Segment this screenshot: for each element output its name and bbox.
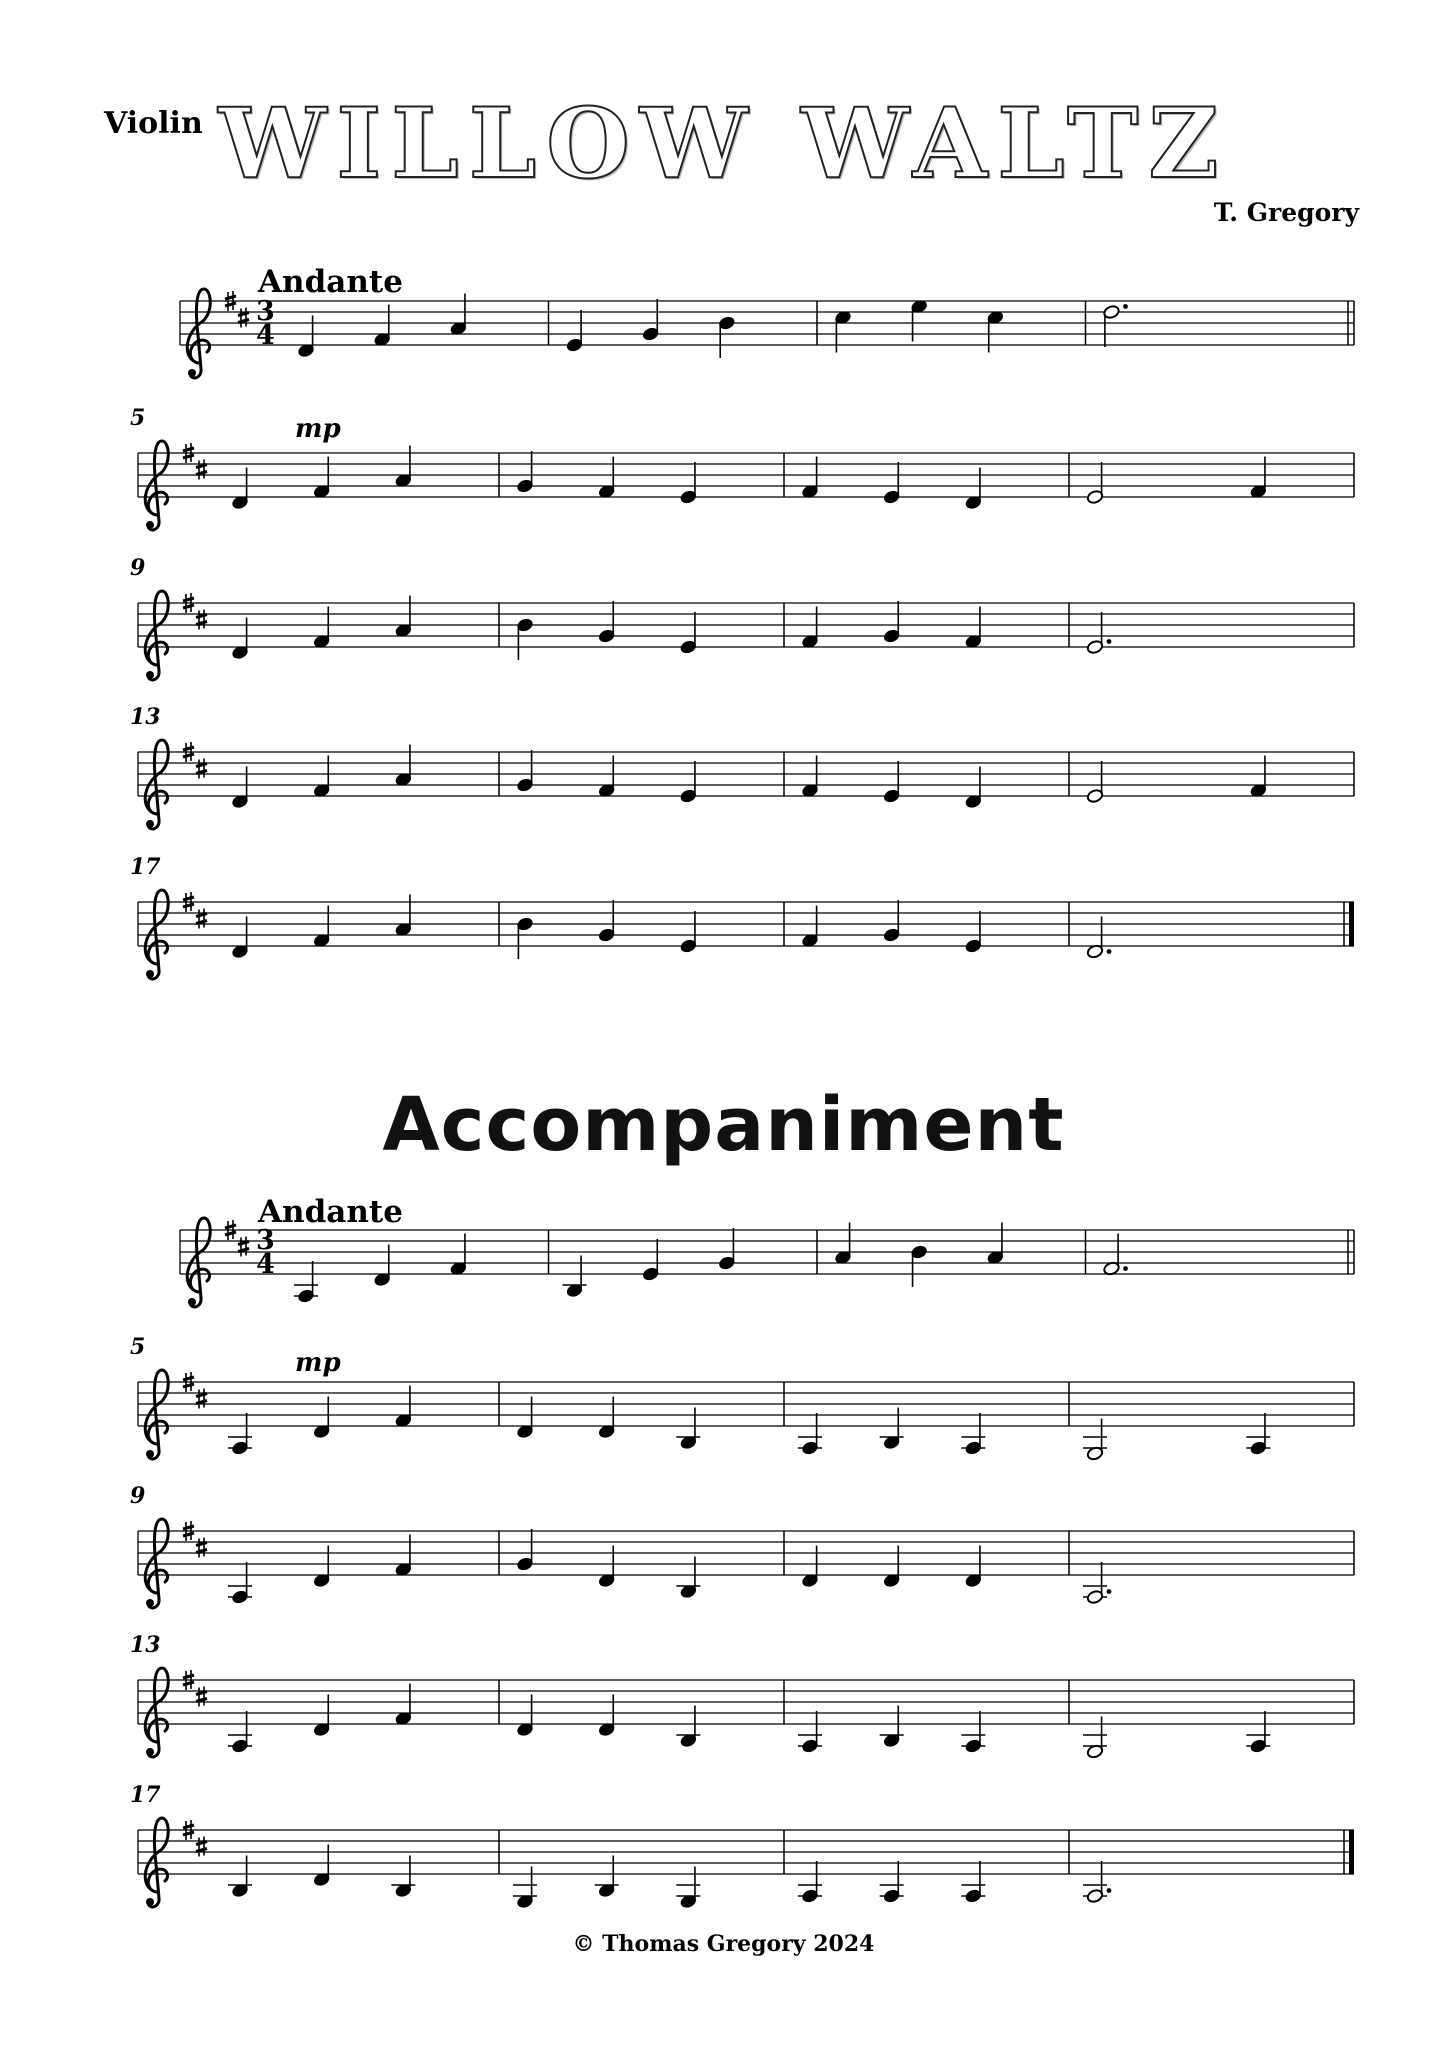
sharp-icon (196, 1687, 207, 1707)
staff-system (130, 1782, 1354, 1909)
dot (1123, 304, 1128, 309)
note (313, 1845, 331, 1888)
note (679, 911, 697, 954)
note (516, 1529, 534, 1572)
staff-system (180, 289, 1354, 378)
note (1103, 304, 1128, 347)
note (961, 1711, 985, 1754)
note (313, 607, 331, 650)
note (964, 767, 982, 810)
note (798, 1861, 822, 1904)
dot (1107, 1589, 1112, 1594)
staff-system (130, 1483, 1354, 1608)
sharp-icon (196, 1538, 207, 1558)
note (1246, 1413, 1270, 1456)
note (1086, 612, 1111, 655)
note (798, 1711, 822, 1754)
note (598, 900, 616, 943)
note (394, 1535, 412, 1578)
note (394, 596, 412, 639)
dot (1107, 1888, 1112, 1893)
note (880, 1408, 904, 1451)
note (964, 468, 982, 511)
dot (1107, 639, 1112, 644)
note (883, 761, 901, 804)
note (910, 299, 928, 342)
staff-system (130, 704, 1354, 829)
sharp-icon (196, 1837, 207, 1857)
note (598, 1546, 616, 1589)
note (801, 1546, 819, 1589)
note (964, 911, 982, 954)
note (834, 310, 852, 353)
sharp-icon (196, 460, 207, 480)
note (910, 1244, 928, 1287)
note (679, 612, 697, 655)
note (516, 1397, 534, 1440)
note (228, 1856, 252, 1899)
note (231, 468, 249, 511)
dynamic-marking: mp (295, 414, 341, 444)
sharp-icon (238, 308, 249, 328)
note (801, 756, 819, 799)
sharp-icon (196, 909, 207, 929)
note (801, 607, 819, 650)
note (961, 1413, 985, 1456)
note (516, 451, 534, 494)
sharp-icon (196, 1389, 207, 1409)
violin-part (257, 264, 403, 444)
note (297, 316, 315, 359)
sharp-icon (196, 759, 207, 779)
note (718, 1228, 736, 1271)
staff-system (180, 1218, 1354, 1307)
note (883, 601, 901, 644)
time-signature-top: 3 (256, 296, 275, 327)
note (394, 1386, 412, 1429)
note (513, 1867, 537, 1910)
note (676, 1557, 700, 1600)
note (679, 761, 697, 804)
tempo-marking: Andante (258, 1194, 403, 1230)
note (679, 462, 697, 505)
composer-name: T. Gregory (1213, 198, 1359, 227)
note (598, 601, 616, 644)
note (1086, 462, 1104, 505)
note (1083, 1861, 1111, 1904)
measure-number: 9 (130, 1483, 146, 1509)
note (964, 607, 982, 650)
note (231, 767, 249, 810)
note (313, 906, 331, 949)
note (313, 756, 331, 799)
note (598, 756, 616, 799)
copyright-notice: © Thomas Gregory 2024 (572, 1931, 875, 1957)
note (801, 457, 819, 500)
time-signature (256, 1225, 275, 1280)
measure-number: 17 (130, 1782, 161, 1808)
tempo-marking: Andante (258, 264, 403, 300)
note (394, 446, 412, 489)
note (391, 1856, 415, 1899)
note (394, 745, 412, 788)
note (516, 750, 534, 793)
note (676, 1408, 700, 1451)
note (394, 1684, 412, 1727)
note (1249, 756, 1267, 799)
staff-system (130, 1632, 1354, 1759)
note (1246, 1711, 1270, 1754)
note (598, 1397, 616, 1440)
dot (1107, 949, 1112, 954)
note (880, 1706, 904, 1749)
note (883, 462, 901, 505)
note (964, 1546, 982, 1589)
accompaniment-title: Accompaniment (382, 1082, 1065, 1168)
staff-system (130, 555, 1354, 680)
note (313, 1397, 331, 1440)
note (961, 1861, 985, 1904)
note (798, 1413, 822, 1456)
note (642, 1239, 660, 1282)
note (231, 917, 249, 960)
note (516, 916, 534, 959)
note (1083, 1419, 1107, 1462)
note (642, 299, 660, 342)
note (563, 1256, 587, 1299)
final-barline (1349, 902, 1354, 946)
final-barline (1349, 1830, 1354, 1874)
note (1103, 1234, 1128, 1277)
dynamic-marking: mp (295, 1348, 341, 1378)
note (228, 1562, 252, 1605)
measure-number: 13 (130, 1632, 161, 1658)
note (676, 1867, 700, 1910)
piece-title: WILLOW WALTZ (218, 87, 1229, 200)
note (1083, 1717, 1107, 1760)
note (598, 457, 616, 500)
note (834, 1223, 852, 1266)
note (883, 900, 901, 943)
note (801, 906, 819, 949)
note (883, 1546, 901, 1589)
time-signature-bottom: 4 (256, 320, 275, 351)
sharp-icon (196, 610, 207, 630)
note (373, 1245, 391, 1288)
note (1086, 917, 1111, 960)
note (566, 310, 584, 353)
note (1086, 761, 1104, 804)
accompaniment-part (257, 1194, 403, 1378)
sharp-icon (238, 1237, 249, 1257)
time-signature-bottom: 4 (256, 1249, 275, 1280)
measure-number: 5 (130, 1334, 146, 1360)
dot (1123, 1266, 1128, 1271)
note (1083, 1562, 1111, 1605)
measure-number: 13 (130, 704, 161, 730)
note (718, 315, 736, 358)
note (880, 1861, 904, 1904)
note (394, 895, 412, 938)
note (313, 1695, 331, 1738)
note (516, 1695, 534, 1738)
staff-system (130, 854, 1354, 979)
time-signature-top: 3 (256, 1225, 275, 1256)
note (231, 618, 249, 661)
note (676, 1706, 700, 1749)
note (373, 305, 391, 348)
note (986, 1223, 1004, 1266)
instrument-label: Violin (104, 106, 203, 141)
time-signature (256, 296, 275, 351)
note (598, 1695, 616, 1738)
note (449, 294, 467, 337)
note (313, 1546, 331, 1589)
note (313, 457, 331, 500)
note (228, 1413, 252, 1456)
note (986, 310, 1004, 353)
note (1249, 457, 1267, 500)
note (294, 1261, 318, 1304)
measure-number: 17 (130, 854, 161, 880)
note (516, 617, 534, 660)
note (595, 1856, 619, 1899)
measure-number: 5 (130, 405, 146, 431)
note (449, 1234, 467, 1277)
note (228, 1711, 252, 1754)
measure-number: 9 (130, 555, 146, 581)
